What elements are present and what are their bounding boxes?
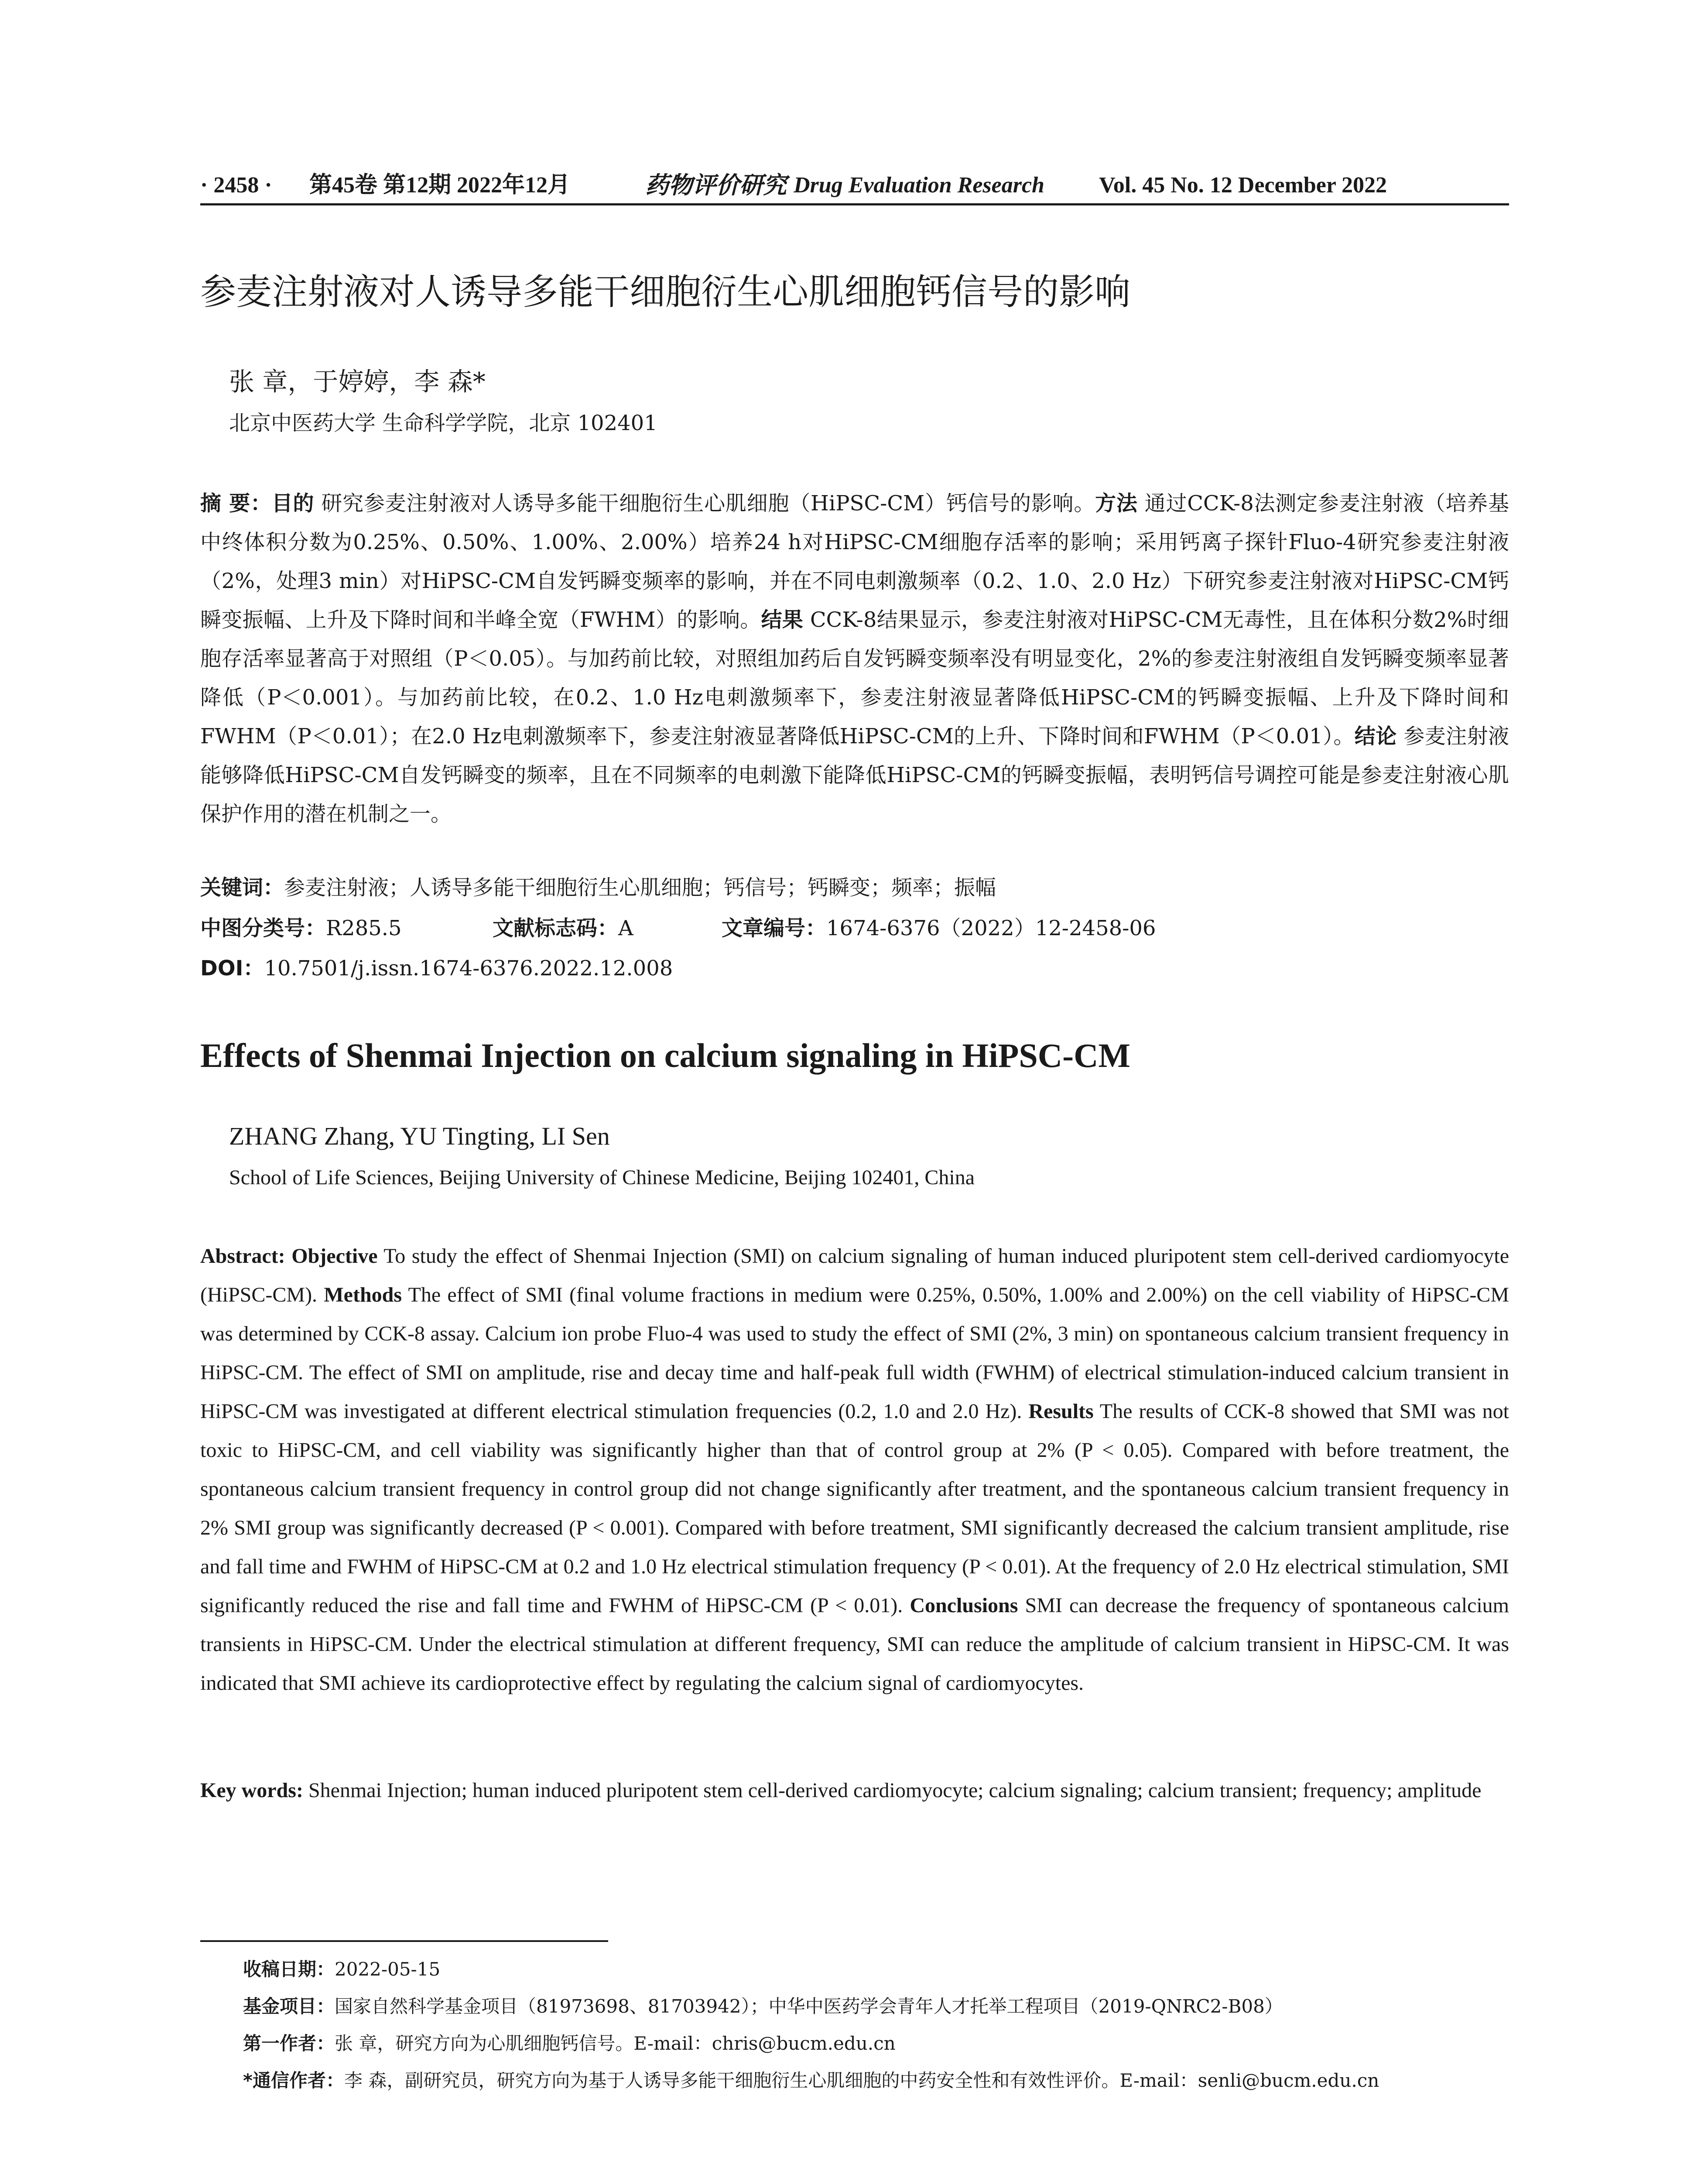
received-label: 收稿日期： <box>243 1959 335 1980</box>
results-text-en: The results of CCK-8 showed that SMI was not toxic to HiPSC-CM, and cell viability was significantly higher than that of control group at 2% (P < 0.05). Compared with before treatment, the spontaneous calcium transient frequency in control group did not change significantly after treatment, and the spontaneous calcium transient frequency in 2% SMI group was significantly decreased (P < 0.001). Compared with before treatment, SMI significantly decreased the calcium transient amplitude, rise and fall time and FWHM of HiPSC-CM at 0.2 and 1.0 Hz electrical stimulation frequency (P < 0.01). At the frequency of 2.0 Hz electrical stimulation, SMI significantly reduced the rise and fall time and FWHM of HiPSC-CM (P < 0.01). <box>200 1400 1509 1617</box>
corresponding-label: *通信作者： <box>243 2070 344 2091</box>
footnote-received <box>243 1956 440 1983</box>
objective-text-cn: 研究参麦注射液对人诱导多能干细胞衍生心肌细胞（HiPSC-CM）钙信号的影响。 <box>321 491 1095 516</box>
doi-value: 10.7501/j.issn.1674-6376.2022.12.008 <box>264 956 673 981</box>
running-header <box>200 170 1509 201</box>
methods-text-cn: 通过CCK-8法测定参麦注射液（培养基中终体积分数为0.25%、0.50%、1.00%、2.00%）培养24 h对HiPSC-CM细胞存活率的影响；采用钙离子探针Fluo-4研究参麦注射液（2%，处理3 min）对HiPSC-CM自发钙瞬变频率的影响，并在不同电刺激频率（0.2、1.0、2.0 Hz）下研究参麦注射液对HiPSC-CM钙瞬变振幅、上升及下降时间和半峰全宽（FWHM）的影响。 <box>200 491 1509 632</box>
fund-label: 基金项目： <box>243 1996 335 2017</box>
header-rule <box>200 203 1509 205</box>
results-label-cn: 结果 <box>761 608 804 632</box>
doccode-value: A <box>618 916 633 940</box>
abstract-label-cn: 摘 要： <box>200 491 272 516</box>
footnote-first-author <box>243 2031 896 2057</box>
classification-line <box>200 913 1156 944</box>
conclusion-label-cn: 结论 <box>1354 724 1397 749</box>
objective-label-cn: 目的 <box>271 491 315 516</box>
article-number-label: 文章编号： <box>722 916 827 940</box>
received-value: 2022-05-15 <box>335 1959 441 1980</box>
article-title-cn: 参麦注射液对人诱导多能干细胞衍生心肌细胞钙信号的影响 <box>200 271 1131 313</box>
objective-text-en: To study the effect of Shenmai Injection (SMI) on calcium signaling of human induced pluripotent stem cell-derived cardiomyocyte (HiPSC-CM). <box>200 1244 1509 1306</box>
affiliation-cn: 北京中医药大学 生命科学学院，北京 102401 <box>229 411 657 435</box>
page-number: · 2458 · <box>200 173 272 198</box>
volume-info-en: Vol. 45 No. 12 December 2022 <box>1099 173 1387 198</box>
article-number-value: 1674-6376（2022）12-2458-06 <box>826 916 1156 940</box>
methods-label-en: Methods <box>324 1283 402 1306</box>
first-author-label: 第一作者： <box>243 2033 335 2054</box>
keywords-cn <box>200 872 996 903</box>
results-label-en: Results <box>1028 1400 1094 1423</box>
keywords-text-en: Shenmai Injection; human induced pluripotent stem cell-derived cardiomyocyte; calcium signaling; calcium transient; frequency; amplitude <box>308 1779 1482 1802</box>
abstract-cn <box>200 484 1509 834</box>
clc-value: R285.5 <box>326 916 402 940</box>
doi-line <box>200 953 673 984</box>
doi-label: DOI： <box>200 956 264 981</box>
keywords-en <box>200 1771 1509 1810</box>
methods-text-en: The effect of SMI (final volume fractions in medium were 0.25%, 0.50%, 1.00% and 2.00%) on the cell viability of HiPSC-CM was determined by CCK-8 assay. Calcium ion probe Fluo-4 was used to study the effect of SMI (2%, 3 min) on spontaneous calcium transient frequency in HiPSC-CM. The effect of SMI on amplitude, rise and decay time and half-peak full width (FWHM) of electrical stimulation-induced calcium transient in HiPSC-CM was investigated at different electrical stimulation frequencies (0.2, 1.0 and 2.0 Hz). <box>200 1283 1509 1423</box>
footnote-rule <box>200 1940 608 1942</box>
footnote-fund <box>243 1993 1283 2020</box>
abstract-label-en: Abstract: <box>200 1244 285 1268</box>
conclusions-label-en: Conclusions <box>910 1594 1018 1617</box>
keywords-label-en: Key words: <box>200 1779 303 1802</box>
fund-value: 国家自然科学基金项目（81973698、81703942）；中华中医药学会青年人才托举工程项目（2019-QNRC2-B08） <box>335 1996 1283 2017</box>
abstract-en <box>200 1237 1509 1702</box>
corresponding-value: 李 森，副研究员，研究方向为基于人诱导多能干细胞衍生心肌细胞的中药安全性和有效性评价。E-mail：senli@bucm.edu.cn <box>344 2070 1379 2091</box>
first-author-value: 张 章，研究方向为心肌细胞钙信号。E-mail：chris@bucm.edu.cn <box>335 2033 896 2054</box>
journal-logo: 药物评价研究 <box>645 172 787 198</box>
clc-label: 中图分类号： <box>200 916 326 940</box>
affiliation-en: School of Life Sciences, Beijing University of Chinese Medicine, Beijing 102401, China <box>229 1166 975 1189</box>
issue-info-cn: 第45卷 第12期 2022年12月 <box>309 173 571 198</box>
objective-label-en: Objective <box>291 1244 378 1268</box>
keywords-label-cn: 关键词： <box>200 875 284 900</box>
conclusion-text-cn: 参麦注射液能够降低HiPSC-CM自发钙瞬变的频率，且在不同频率的电刺激下能降低HiPSC-CM的钙瞬变振幅，表明钙信号调控可能是参麦注射液心肌保护作用的潜在机制之一。 <box>200 724 1509 826</box>
authors-en: ZHANG Zhang, YU Tingting, LI Sen <box>229 1122 610 1150</box>
results-text-cn: CCK-8结果显示，参麦注射液对HiPSC-CM无毒性，且在体积分数2%时细胞存活率显著高于对照组（P＜0.05）。与加药前比较，对照组加药后自发钙瞬变频率没有明显变化，2%的参麦注射液组自发钙瞬变频率显著降低（P＜0.001）。与加药前比较，在0.2、1.0 Hz电刺激频率下，参麦注射液显著降低HiPSC-CM的钙瞬变振幅、上升及下降时间和FWHM（P＜0.01）；在2.0 Hz电刺激频率下，参麦注射液显著降低HiPSC-CM的上升、下降时间和FWHM（P＜0.01）。 <box>200 608 1509 749</box>
doccode-label: 文献标志码： <box>493 916 619 940</box>
conclusions-text-en: SMI can decrease the frequency of spontaneous calcium transients in HiPSC-CM. Under the electrical stimulation at different frequency, SMI can reduce the amplitude of calcium transient in HiPSC-CM. It was indicated that SMI achieve its cardioprotective effect by regulating the calcium signal of cardiomyocytes. <box>200 1594 1509 1695</box>
keywords-text-cn: 参麦注射液；人诱导多能干细胞衍生心肌细胞；钙信号；钙瞬变；频率；振幅 <box>284 875 996 900</box>
authors-cn: 张 章，于婷婷，李 森* <box>229 367 486 397</box>
journal-name-en: Drug Evaluation Research <box>794 173 1044 198</box>
article-title-en: Effects of Shenmai Injection on calcium signaling in HiPSC-CM <box>200 1036 1131 1074</box>
methods-label-cn: 方法 <box>1095 491 1138 516</box>
footnote-corresponding <box>243 2068 1379 2094</box>
